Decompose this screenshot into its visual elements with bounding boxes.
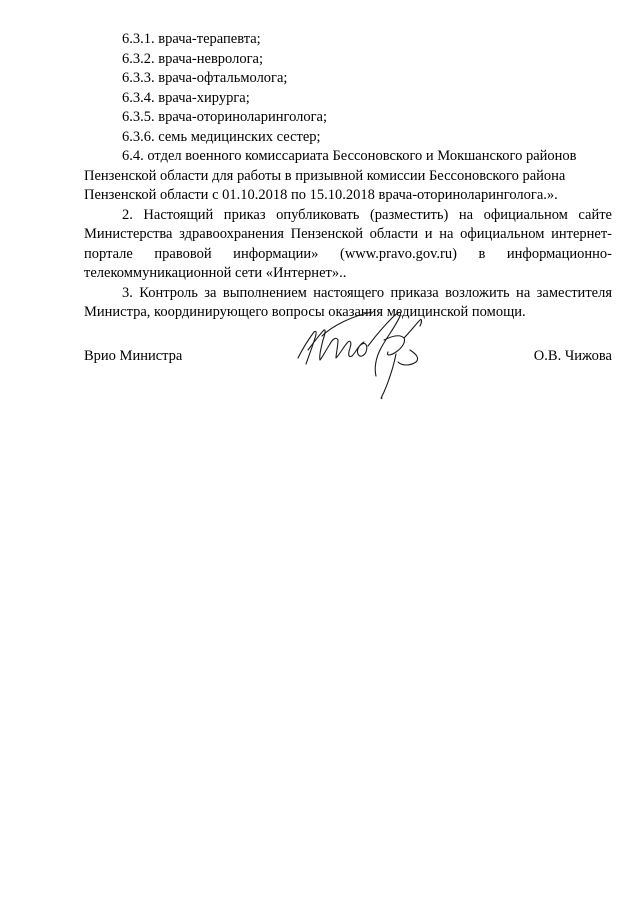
paragraph-2: 2. Настоящий приказ опубликовать (разместить) на официальном сайте Министерства здравоохранения Пензенской области и на официальном интернет-портале правовой информации» (www.pravo.gov.ru) в информационно-телекоммуникационной сети «Интернет».. xyxy=(84,206,612,281)
list-item-6-3-6: 6.3.6. семь медицинских сестер; xyxy=(122,128,321,145)
signatory-name: О.В. Чижова xyxy=(533,348,612,364)
signature-block xyxy=(84,347,612,371)
signatory-role: Врио Министра xyxy=(84,348,183,364)
paragraph-6-4: 6.4. отдел военного комиссариата Бессоновского и Мокшанского районов Пензенской области для работы в призывной комиссии Бессоновского района Пензенской области с 01.10.2018 по 15.10.2018 врача-оториноларинголога.». xyxy=(84,148,577,203)
list-item-6-3-3: 6.3.3. врача-офтальмолога; xyxy=(122,70,288,86)
paragraph-3: 3. Контроль за выполнением настоящего приказа возложить на заместителя Министра, координирующего вопросы оказания медицинской помощи. xyxy=(84,284,612,320)
list-item-6-3-1: 6.3.1. врача-терапевта; xyxy=(122,31,261,47)
list-item-6-3-5: 6.3.5. врача-оториноларинголога; xyxy=(122,109,328,125)
list-item-6-3-4: 6.3.4. врача-хирурга; xyxy=(122,89,250,106)
list-item-6-3-2: 6.3.2. врача-невролога; xyxy=(122,50,264,67)
document-body xyxy=(84,30,612,323)
